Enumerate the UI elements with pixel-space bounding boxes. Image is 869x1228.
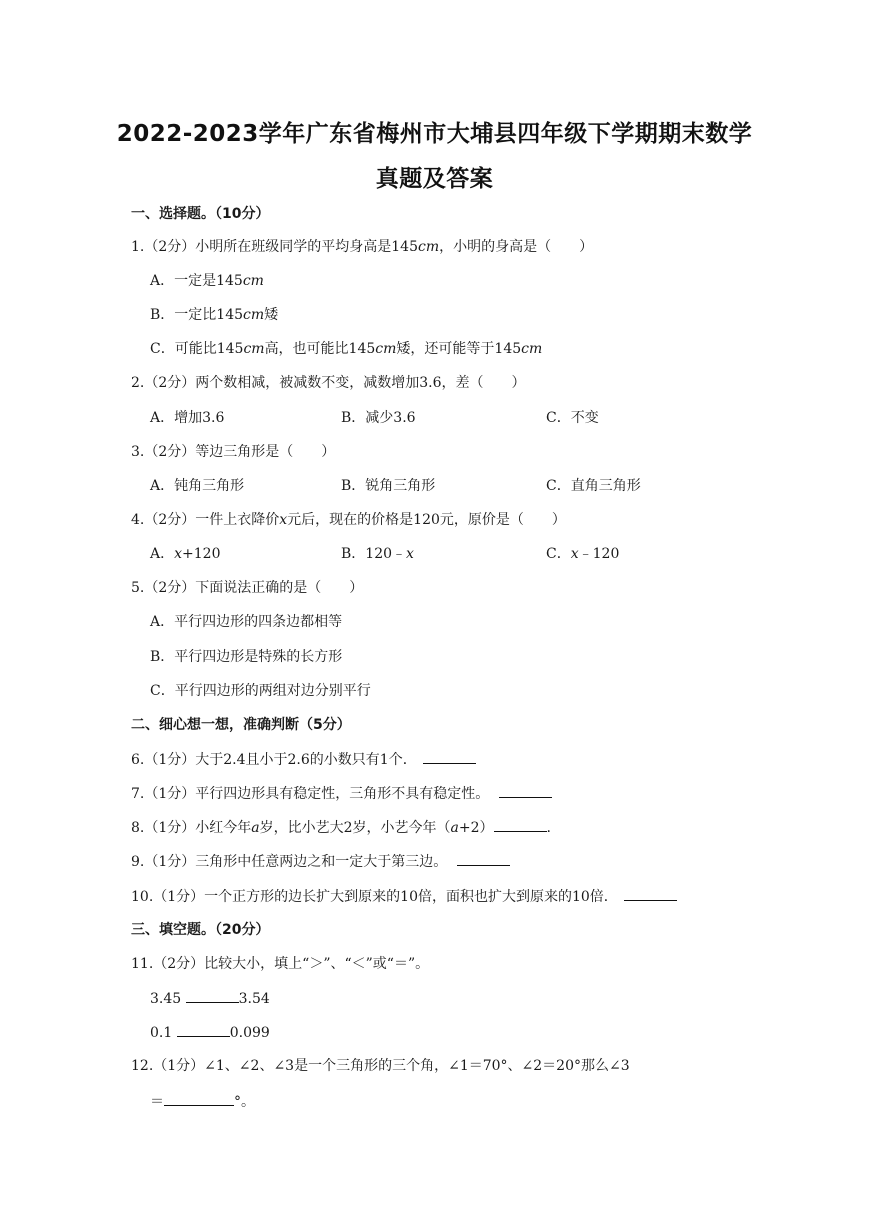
q1-c-text: C．可能比145	[150, 341, 244, 357]
q11-r1-right: 3.54	[238, 991, 270, 1007]
unit-cm: cm	[242, 273, 264, 289]
q2-option-b: B．减少3.6	[341, 410, 416, 426]
unit-cm: cm	[243, 341, 265, 357]
question-4	[131, 510, 566, 530]
q11-row-2	[150, 1022, 270, 1043]
question-11: 11.（2分）比较大小，填上“＞”、“＜”或“＝”。	[131, 956, 430, 972]
q1-option-a	[150, 271, 264, 291]
q4-option-b	[341, 544, 414, 564]
q8-mid: 岁，比小艺大2岁，小艺今年（	[259, 820, 451, 836]
question-9	[131, 851, 510, 872]
q6-text: 6.（1分）大于2.4且小于2.6的小数只有1个．	[131, 752, 417, 768]
q11-r2-right: 0.099	[229, 1025, 270, 1041]
answer-blank[interactable]	[457, 851, 510, 866]
q4-c-label: C．	[546, 546, 571, 562]
q12-end: °。	[234, 1094, 255, 1110]
q12-continuation	[150, 1091, 255, 1112]
q10-text: 10.（1分）一个正方形的边长扩大到原来的10倍，面积也扩大到原来的10倍．	[131, 889, 618, 905]
q12-eq: ＝	[150, 1094, 164, 1110]
q1-stem: 1.（2分）小明所在班级同学的平均身高是145	[131, 239, 418, 255]
unit-cm: cm	[243, 307, 265, 323]
question-12: 12.（1分）∠1、∠2、∠3是一个三角形的三个角，∠1＝70°、∠2＝20°那么∠3	[131, 1058, 630, 1074]
question-6	[131, 749, 476, 770]
q8-dot: .	[546, 820, 551, 836]
var-x: x	[406, 546, 414, 562]
q9-text: 9.（1分）三角形中任意两边之和一定大于第三边。	[131, 854, 448, 870]
q1-stem-end: ，小明的身高是（ ）	[439, 239, 594, 255]
q11-r2-left: 0.1	[150, 1025, 173, 1041]
section-heading-fill: 三、填空题。（20分）	[131, 922, 270, 938]
q4-c-end: ﹣120	[578, 546, 620, 562]
q4-stem-end: 元后，现在的价格是120元，原价是（ ）	[287, 512, 566, 528]
q5-option-c: C．平行四边形的两组对边分别平行	[150, 683, 371, 699]
q1-a-text: A．一定是145	[150, 273, 243, 289]
q4-b-label: B．120﹣	[341, 546, 407, 562]
question-1	[131, 237, 593, 257]
q5-option-a: A．平行四边形的四条边都相等	[150, 614, 343, 630]
answer-blank[interactable]	[164, 1091, 234, 1106]
q1-c-mid2: 矮，还可能等于145	[396, 341, 522, 357]
unit-cm: cm	[375, 341, 397, 357]
question-8	[131, 817, 551, 838]
unit-cm: cm	[521, 341, 543, 357]
q3-option-b: B．锐角三角形	[341, 478, 436, 494]
doc-title-line2: 真题及答案	[375, 166, 494, 192]
q3-option-a: A．钝角三角形	[150, 478, 245, 494]
section-heading-choice: 一、选择题。（10分）	[131, 206, 270, 222]
answer-blank[interactable]	[423, 749, 476, 764]
q1-c-mid1: 高，也可能比145	[264, 341, 376, 357]
q2-option-a: A．增加3.6	[150, 410, 225, 426]
q1-b-end: 矮	[264, 307, 279, 323]
q1-b-text: B．一定比145	[150, 307, 244, 323]
q4-stem: 4.（2分）一件上衣降价	[131, 512, 280, 528]
q5-option-b: B．平行四边形是特殊的长方形	[150, 649, 343, 665]
q11-row-1	[150, 988, 270, 1009]
q4-option-c	[546, 544, 619, 564]
q1-option-b	[150, 305, 278, 325]
q4-a-label: A．	[150, 546, 175, 562]
q2-option-c: C．不变	[546, 410, 599, 426]
var-a: a	[251, 820, 260, 836]
q1-option-c	[150, 339, 542, 359]
q4-option-a	[150, 544, 220, 564]
answer-blank[interactable]	[499, 783, 552, 798]
question-10	[131, 886, 677, 907]
q8-pre: 8.（1分）小红今年	[131, 820, 252, 836]
question-2: 2.（2分）两个数相减，被减数不变，减数增加3.6，差（ ）	[131, 375, 526, 391]
doc-title-line1: 2022-2023学年广东省梅州市大埔县四年级下学期期末数学	[116, 121, 753, 147]
answer-blank[interactable]	[494, 817, 547, 832]
q7-text: 7.（1分）平行四边形具有稳定性，三角形不具有稳定性。	[131, 786, 490, 802]
var-x: x	[279, 512, 288, 528]
question-7	[131, 783, 552, 804]
var-a: a	[450, 820, 459, 836]
question-3: 3.（2分）等边三角形是（ ）	[131, 444, 336, 460]
section-heading-judge: 二、细心想一想，准确判断（5分）	[131, 717, 351, 733]
answer-blank[interactable]	[177, 1022, 230, 1037]
unit-cm: cm	[418, 239, 440, 255]
var-x: x	[174, 546, 183, 562]
q8-end: +2）	[458, 820, 494, 836]
q11-r1-left: 3.45	[150, 991, 182, 1007]
q4-a-end: +120	[182, 546, 221, 562]
answer-blank[interactable]	[186, 988, 239, 1003]
q3-option-c: C．直角三角形	[546, 478, 641, 494]
question-5: 5.（2分）下面说法正确的是（ ）	[131, 580, 364, 596]
answer-blank[interactable]	[624, 886, 677, 901]
var-x: x	[570, 546, 579, 562]
